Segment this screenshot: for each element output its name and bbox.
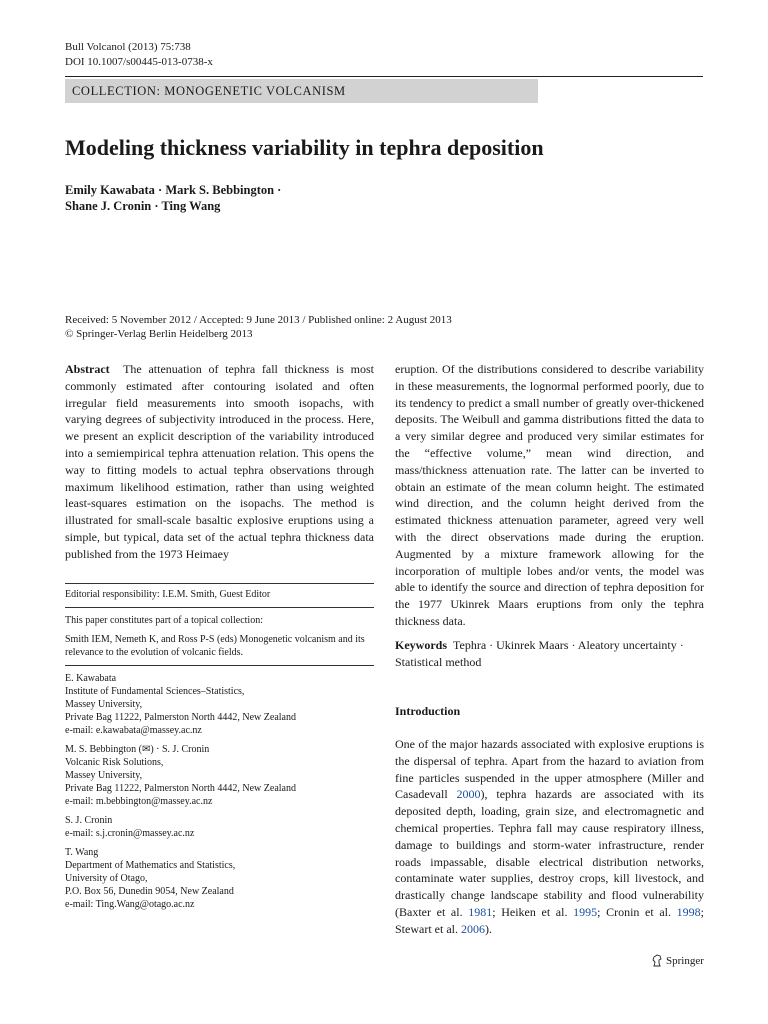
abstract-paragraph (65, 361, 374, 563)
citation-link[interactable]: 1981 (468, 904, 493, 919)
authors-line-1: Emily Kawabata · Mark S. Bebbington · (65, 183, 282, 197)
author-list (65, 182, 281, 214)
affiliation-line: Private Bag 11222, Palmerston North 4442, New Zealand (65, 783, 296, 794)
publisher-logo (651, 954, 704, 967)
affiliation-name: S. J. Cronin (65, 815, 113, 826)
citation-link[interactable]: 1995 (573, 904, 598, 919)
doi: DOI 10.1007/s00445-013-0738-x (65, 56, 213, 68)
affiliation-email[interactable]: e-mail: e.kawabata@massey.ac.nz (65, 725, 202, 736)
affiliation-cronin (65, 814, 374, 840)
affiliation-email[interactable]: e-mail: Ting.Wang@otago.ac.nz (65, 899, 195, 910)
publisher-name: Springer (666, 954, 704, 967)
received-line: Received: 5 November 2012 / Accepted: 9 June 2013 / Published online: 2 August 2013 (65, 314, 452, 326)
affiliation-line: Massey University, (65, 770, 143, 781)
topical-reference: Smith IEM, Nemeth K, and Ross P-S (eds) Monogenetic volcanism and its relevance to the evolution of volcanic fields. (65, 634, 365, 658)
affiliation-line: P.O. Box 56, Dunedin 9054, New Zealand (65, 886, 234, 897)
header-rule (65, 76, 703, 77)
copyright-line: © Springer-Verlag Berlin Heidelberg 2013 (65, 328, 253, 340)
affiliation-line: Massey University, (65, 699, 143, 710)
topical-note: This paper constitutes part of a topical collection: (65, 615, 263, 626)
keywords (395, 637, 704, 671)
abstract-left-column (65, 361, 374, 563)
authors-line-2: Shane J. Cronin · Ting Wang (65, 199, 221, 213)
intro-text: ; Heiken et al. (492, 904, 574, 919)
abstract-right-column (395, 361, 704, 630)
affiliation-line: Volcanic Risk Solutions, (65, 757, 164, 768)
footnote-separator (65, 607, 374, 608)
collection-banner: COLLECTION: MONOGENETIC VOLCANISM (65, 79, 538, 103)
paper-title: Modeling thickness variability in tephra deposition (65, 135, 544, 160)
journal-citation: Bull Volcanol (2013) 75:738 (65, 41, 191, 53)
intro-text: ; Cronin et al. (597, 904, 677, 919)
introduction-heading: Introduction (395, 704, 461, 718)
springer-horse-icon (651, 954, 663, 967)
affiliation-wang (65, 846, 374, 911)
introduction-paragraph (395, 736, 704, 938)
intro-text: ), tephra hazards are associated with its deposited depth, loading, grain size, and electromagnetic and chemical properties. Tephra fall may cause respiratory illness, damage to buildings and storm-water infrastructure, render roads impassable, disable electrical distribution networks, contaminate water supplies, destroy crops, kill livestock, and drastically change landscape stability and flood vulnerability (Baxter et al. (395, 787, 704, 919)
intro-text: ; Stewart et al. (395, 904, 704, 936)
affiliation-line: Department of Mathematics and Statistics, (65, 860, 236, 871)
citation-link[interactable]: 1998 (676, 904, 701, 919)
affiliation-name: T. Wang (65, 847, 99, 858)
keywords-list: Tephra · Ukinrek Maars · Aleatory uncertainty · Statistical method (395, 638, 684, 669)
publication-dates (65, 313, 452, 341)
intro-text: One of the major hazards associated with explosive eruptions is the dispersal of tephra. Apart from the hazard to aviation from fine particles suspended in the upper atmosphere (Miller and Casadevall (395, 737, 704, 802)
affiliation-line: University of Otago, (65, 873, 148, 884)
affiliation-name: E. Kawabata (65, 673, 117, 684)
footnote-separator (65, 665, 374, 666)
abstract-heading: Abstract (65, 362, 110, 376)
citation-link[interactable]: 2006 (460, 921, 485, 936)
affiliation-email[interactable]: e-mail: s.j.cronin@massey.ac.nz (65, 828, 195, 839)
affiliation-line: Private Bag 11222, Palmerston North 4442, New Zealand (65, 712, 296, 723)
affiliation-line: Institute of Fundamental Sciences–Statistics, (65, 686, 245, 697)
intro-text: ). (484, 921, 492, 936)
journal-header (65, 40, 213, 70)
abstract-text-left: The attenuation of tephra fall thickness is most commonly estimated after contouring isolated and often irregular field measurements into smooth isopachs, with varying degrees of subjectivity introduced in the process. Here, we present an explicit description of the variability introduced into a semiempirical tephra attenuation relation. This opens the way to fitting models to actual tephra observations through maximum likelihood estimation, rather than using weighted least-squares estimation on the isopachs. The method is illustrated for small-scale basaltic explosive eruptions using a simple, but typical, data set of the actual tephra thickness data published from the 1973 Heimaey (65, 362, 374, 561)
citation-link[interactable]: 2000 (456, 787, 481, 802)
abstract-text-right: eruption. Of the distributions considered to describe variability in these measurements, the lognormal performed poorly, due to its tendency to predict a small number of greatly over-thickened deposits. The Weibull and gamma distributions fitted the data to a very similar degree and produced very similar estimates for the “effective volume,” mean wind direction, and mass/thickness attenuation rate. The latter can be inverted to obtain an estimate of the mean column height. The estimated wind direction, and the column height derived from the estimated thickness attenuation parameter, agreed very well with the direct observations made during the eruption. Augmented by a mixture framework allowing for the incorporation of multiple lobes and/or vents, the model was able to identify the source and direction of tephra deposition for the 1977 Ukinrek Maars eruptions from only the tephra thickness data. (395, 362, 704, 628)
affiliation-name: M. S. Bebbington (✉) · S. J. Cronin (65, 744, 210, 755)
introduction-body (395, 736, 704, 938)
affiliation-kawabata (65, 672, 374, 737)
footnotes (65, 588, 374, 917)
affiliation-bebbington (65, 743, 374, 808)
keywords-heading: Keywords (395, 638, 447, 652)
footnote-rule (65, 583, 374, 584)
affiliation-email[interactable]: e-mail: m.bebbington@massey.ac.nz (65, 796, 213, 807)
editorial-note: Editorial responsibility: I.E.M. Smith, Guest Editor (65, 589, 271, 600)
